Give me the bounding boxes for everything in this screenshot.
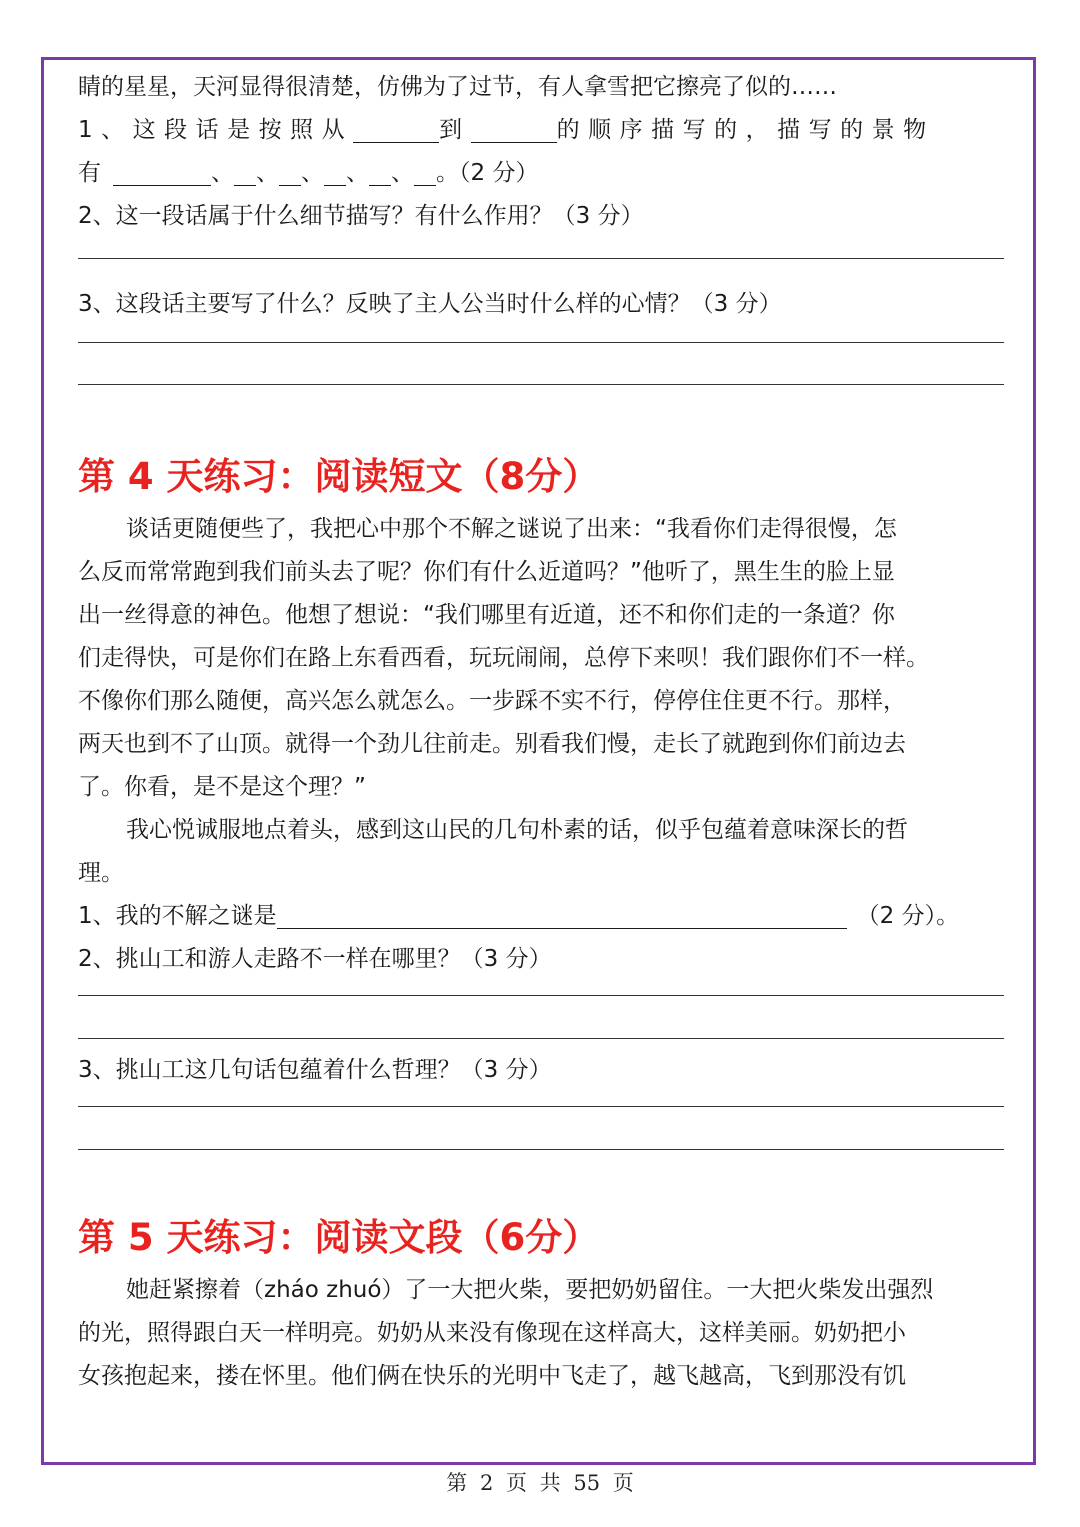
answer-blank[interactable] — [277, 902, 847, 929]
section-4-question-2: 2、挑山工和游人走路不一样在哪里？（3 分） — [78, 946, 552, 972]
page-number: 第 2 页 共 55 页 — [446, 1471, 634, 1495]
worksheet-content — [78, 66, 1006, 1398]
passage-line: 理。 — [78, 860, 124, 886]
passage-line: 么反而常常跑到我们前头去了呢？你们有什么近道吗？”他听了，黑生生的脸上显 — [78, 559, 895, 585]
question-text: （2 分）。 — [856, 903, 960, 929]
question-text: 。（2 分） — [436, 160, 539, 186]
section-5-passage — [78, 1269, 1006, 1398]
passage-line: 了。你看，是不是这个理？” — [78, 774, 366, 800]
question-text: 的顺序描写的，描写的景物 — [556, 117, 935, 143]
section-4-question-1 — [78, 895, 1006, 938]
passage-line: 们走得快，可是你们在路上东看西看，玩玩闹闹，总停下来呗！我们跟你们不一样。 — [78, 645, 929, 671]
passage-line: 两天也到不了山顶。就得一个劲儿往前走。别看我们慢，走长了就跑到你们前边去 — [78, 731, 906, 757]
question-text: 1、我的不解之谜是 — [78, 903, 277, 929]
answer-line[interactable] — [78, 343, 1004, 385]
answer-line[interactable] — [78, 1092, 1004, 1107]
passage-line: 睛的星星，天河显得很清楚，仿佛为了过节，有人拿雪把它擦亮了似的…… — [78, 74, 837, 100]
section-5-heading: 第 5 天练习：阅读文段（6分） — [78, 1216, 600, 1259]
question-1-line-1 — [78, 109, 1006, 152]
answer-blank[interactable] — [234, 159, 256, 186]
passage-line: 出一丝得意的神色。他想了想说：“我们哪里有近道，还不和你们走的一条道？你 — [78, 602, 895, 628]
answer-blank[interactable] — [414, 159, 436, 186]
passage-line: 她赶紧擦着（zháo zhuó）了一大把火柴，要把奶奶留住。一大把火柴发出强烈 — [126, 1277, 934, 1303]
question-text: 1、这段话是按照从 — [78, 117, 354, 143]
section-4-question-3: 3、挑山工这几句话包蕴着什么哲理？（3 分） — [78, 1057, 552, 1083]
answer-blank[interactable] — [279, 159, 301, 186]
passage-line: 女孩抱起来，搂在怀里。他们俩在快乐的光明中飞走了，越飞越高，飞到那没有饥 — [78, 1363, 906, 1389]
question-3: 3、这段话主要写了什么？反映了主人公当时什么样的心情？（3 分） — [78, 291, 782, 317]
question-1-line-2: 有 、 、 、 、 、 。（2 分） — [78, 160, 539, 186]
answer-blank[interactable] — [369, 159, 391, 186]
answer-line[interactable] — [78, 996, 1004, 1039]
answer-blank[interactable] — [471, 116, 557, 143]
answer-line[interactable] — [78, 1107, 1004, 1150]
section-4-passage — [78, 508, 1006, 895]
passage-line: 我心悦诚服地点着头，感到这山民的几句朴素的话，似乎包蕴着意味深长的哲 — [126, 817, 908, 843]
answer-blank[interactable] — [324, 159, 346, 186]
section-4-heading: 第 4 天练习：阅读短文（8分） — [78, 455, 600, 498]
answer-blank[interactable] — [353, 116, 439, 143]
passage-line: 不像你们那么随便，高兴怎么就怎么。一步踩不实不行，停停住住更不行。那样， — [78, 688, 906, 714]
answer-line[interactable] — [78, 326, 1004, 343]
passage-line: 谈话更随便些了，我把心中那个不解之谜说了出来：“我看你们走得很慢，怎 — [126, 516, 897, 542]
answer-line[interactable] — [78, 981, 1004, 996]
answer-blank[interactable] — [113, 159, 211, 186]
question-text: 有 — [78, 160, 101, 186]
question-2: 2、这一段话属于什么细节描写？有什么作用？（3 分） — [78, 203, 644, 229]
answer-line[interactable] — [78, 238, 1004, 259]
question-text: 到 — [439, 117, 471, 143]
passage-line: 的光，照得跟白天一样明亮。奶奶从来没有像现在这样高大，这样美丽。奶奶把小 — [78, 1320, 906, 1346]
